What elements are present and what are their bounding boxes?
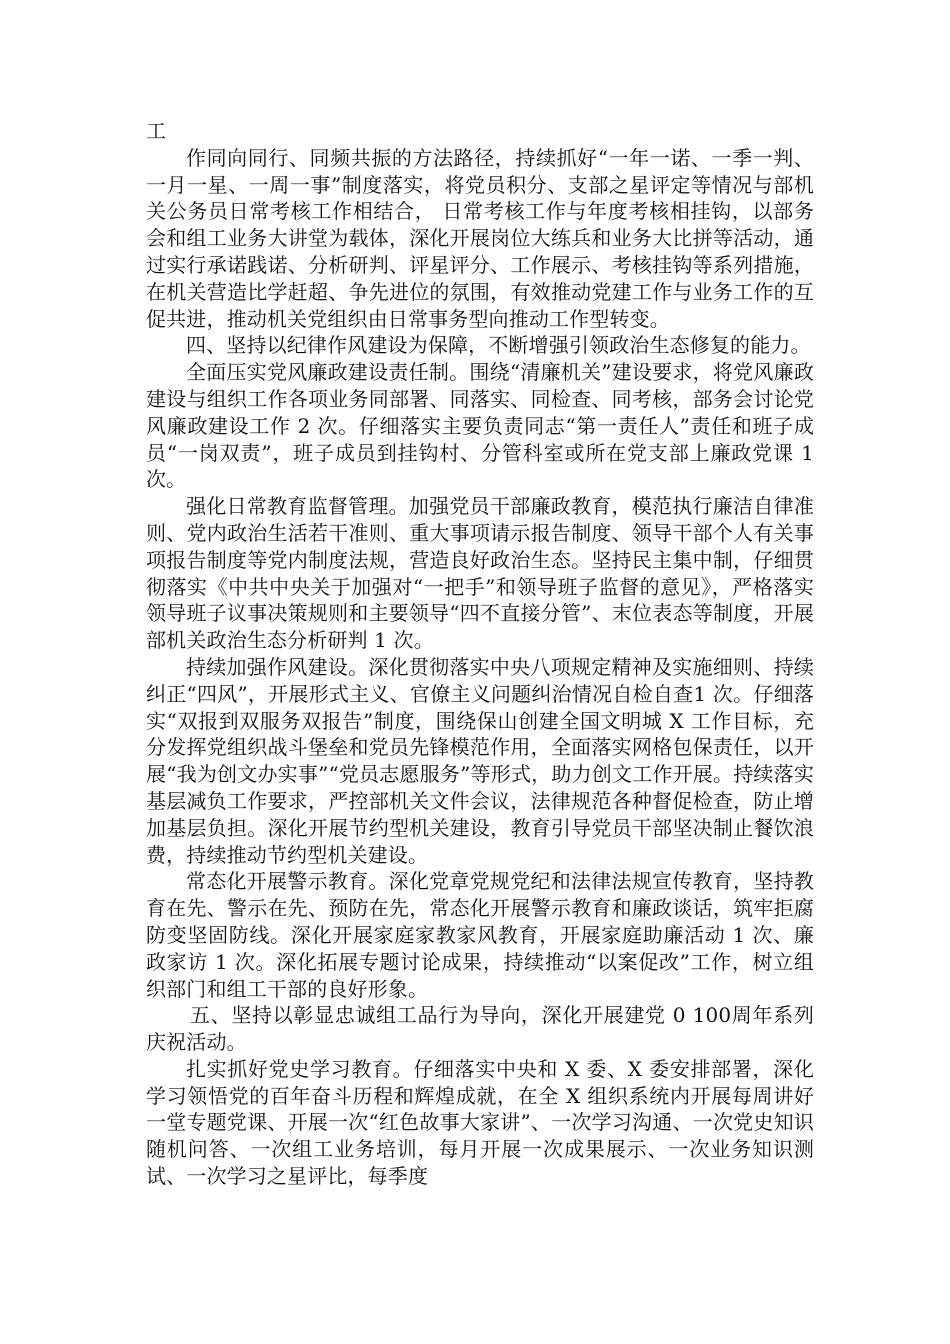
paragraph: 强化日常教育监督管理。加强党员干部廉政教育，模范执行廉洁自律准则、党内政治生活若干准则、重大事项请示报告制度、领导干部个人有关事项报告制度等党内制度法规，营造良好政治生态。坚持民主集中制，仔细贯彻落实《中共中央关于加强对“一把手”和领导班子监督的意见》，严格落实领导班子议事决策规则和主要领导“四不直接分管”、末位表态等制度，开展部机关政治生态分析研判 1 次。: [146, 494, 814, 653]
document-body: [146, 118, 814, 1190]
paragraph: 扎实抓好党史学习教育。仔细落实中央和 X 委、X 委安排部署，深化学习领悟党的百年奋斗历程和辉煌成就，在全 X 组织系统内开展每周讲好一堂专题党课、开展一次“红色故事大家讲”、一次学习沟通、一次党史知识随机问答、一次组工业务培训，每月开展一次成果展示、一次业务知识测试、一次学习之星评比，每季度: [146, 1056, 814, 1189]
paragraph: 作同向同行、同频共振的方法路径，持续抓好“一年一诺、一季一判、一月一星、一周一事”制度落实，将党员积分、支部之星评定等情况与部机关公务员日常考核工作相结合， 日常考核工作与年度考核相挂钩，以部务会和组工业务大讲堂为载体，深化开展岗位大练兵和业务大比拼等活动，通过实行承诺践诺、分析研判、评星评分、工作展示、考核挂钩等系列措施，在机关营造比学赶超、争先进位的氛围，有效推动党建工作与业务工作的互促共进，推动机关党组织由日常事务型向推动工作型转变。: [146, 145, 814, 331]
section-heading: 四、坚持以纪律作风建设为保障，不断增强引领政治生态修复的能力。: [186, 333, 811, 358]
paragraph: 持续加强作风建设。深化贯彻落实中央八项规定精神及实施细则、持续纠正“四风”，开展形式主义、官僚主义问题纠治情况自检自查1 次。仔细落实“双报到双服务双报告”制度，围绕保山创建全国文明城 X 工作目标，充分发挥党组织战斗堡垒和党员先锋模范作用，全面落实网格包保责任，以开展“我为创文办实事”“党员志愿服务”等形式，助力创文工作开展。持续落实基层减负工作要求，严控部机关文件会议，法律规范各种督促检查，防止增加基层负担。深化开展节约型机关建设，教育引导党员干部坚决制止餐饮浪费，持续推动节约型机关建设。: [146, 654, 814, 867]
section-heading: 五、坚持以彰显忠诚组工品行为导向，深化开展建党 0 100周年系列庆祝活动。: [146, 1003, 814, 1055]
paragraph: 全面压实党风廉政建设责任制。围绕“清廉机关”建设要求，将党风廉政建设与组织工作各项业务同部署、同落实、同检查、同考核，部务会讨论党风廉政建设工作 2 次。仔细落实主要负责同志“第一责任人”责任和班子成员“一岗双责”，班子成员到挂钩村、分管科室或所在党支部上廉政党课 1 次。: [146, 360, 814, 492]
paragraph-fragment: 工: [146, 119, 167, 143]
paragraph: 常态化开展警示教育。深化党章党规党纪和法律法规宣传教育，坚持教育在先、警示在先、预防在先，常态化开展警示教育和廉政谈话，筑牢拒腐防变坚固防线。深化开展家庭家教家风教育，开展家庭助廉活动 1 次、廉政家访 1 次。深化拓展专题讨论成果，持续推动“以案促改”工作，树立组织部门和组工干部的良好形象。: [146, 869, 814, 1001]
